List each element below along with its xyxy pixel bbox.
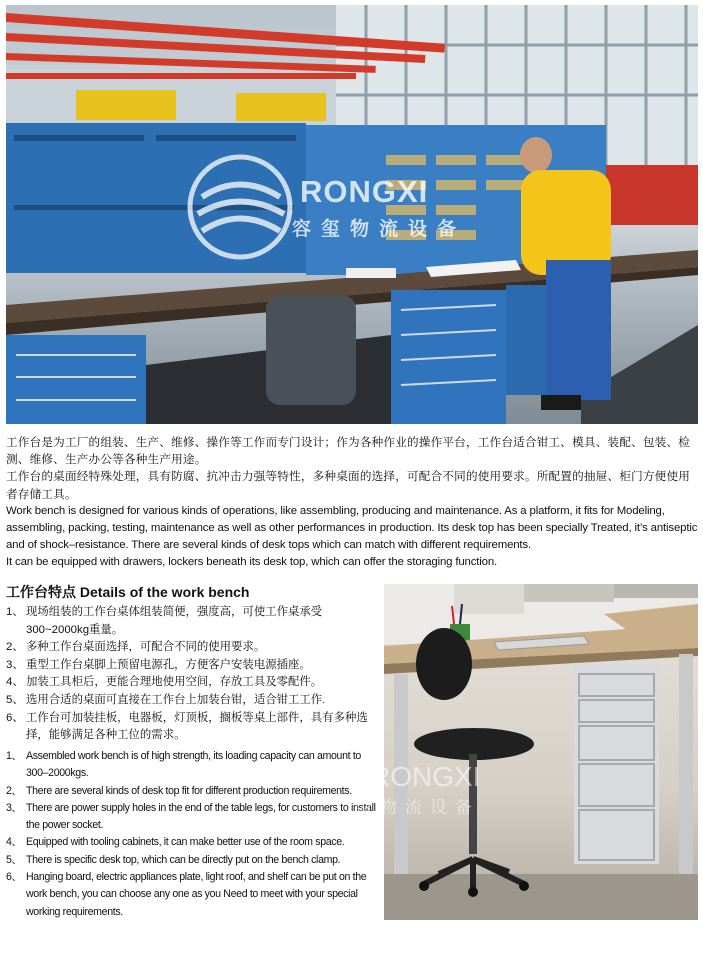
item-number: 4、 [6, 836, 22, 849]
item-text: There are power supply holes in the end of the table legs, for customers to install the power socket. [26, 801, 376, 832]
intro-en-paragraph-2: It can be equipped with drawers, lockers beneath its desk top, which can offer the storaging function. [6, 556, 498, 569]
workbench-illustration [384, 584, 698, 920]
list-item [6, 604, 376, 639]
features-zh-list [6, 604, 376, 745]
watermark-chinese-text: 玺物流设备 [355, 798, 480, 818]
item-number: 5、 [6, 693, 24, 706]
watermark-chinese-text: 容玺物流设备 [292, 218, 467, 240]
watermark-brand-text: RONGXI [370, 761, 481, 792]
item-number: 3、 [6, 658, 24, 671]
item-text: Equipped with tooling cabinets, it can make better use of the room space. [26, 836, 345, 849]
item-number: 1、 [6, 750, 22, 762]
list-item [6, 800, 378, 835]
item-number: 4、 [6, 676, 24, 689]
list-item [6, 869, 378, 921]
item-text: 重型工作台桌脚上预留电源孔，方便客户安装电源插座。 [26, 658, 311, 671]
list-item [6, 674, 376, 692]
intro-en-paragraph-1: Work bench is designed for various kinds of operations, like assembling, producing and maintenance. As a platform, it fits for Modeling, assembling, packing, testing, maintenance as well as other performances in production. Its desk top has been specially Treated, it’s antiseptic and of shock–resistance. There are several kinds of desk tops which can match with different requirements. [6, 504, 698, 552]
list-item [6, 657, 376, 675]
workshop-illustration [6, 5, 698, 424]
intro-section [6, 434, 698, 572]
list-item [6, 783, 378, 800]
workbench-chair-photo [384, 584, 698, 920]
item-number: 1、 [6, 606, 24, 618]
item-text: Assembled work bench is of high strength, its loading capacity can amount to 300–2000kgs. [26, 750, 361, 780]
item-number: 6、 [6, 711, 24, 724]
details-heading: 工作台特点 Details of the work bench [6, 584, 250, 600]
hero-workshop-photo [6, 5, 698, 424]
list-item [6, 710, 376, 745]
item-text: There is specific desk top, which can be directly put on the bench clamp. [26, 853, 341, 866]
watermark-brand-text: RONGXI [300, 174, 429, 209]
item-number: 6、 [6, 871, 22, 884]
list-item [6, 852, 378, 869]
item-number: 2、 [6, 641, 24, 654]
list-item [6, 834, 378, 851]
item-text: 多种工作台桌面选择，可配合不同的使用要求。 [26, 641, 266, 654]
item-text: 现场组装的工作台桌体组装简便，强度高，可使工作桌承受300~2000kg重量。 [26, 606, 323, 636]
features-en-list [6, 748, 378, 921]
item-number: 2、 [6, 784, 22, 797]
item-text: 加装工具柜后，更能合理地使用空间，存放工具及零配件。 [26, 676, 323, 689]
intro-zh-paragraph-1: 工作台是为工厂的组装、生产、维修、操作等工作而专门设计；作为各种作业的操作平台，工作台适合钳工、模具、装配、包装、检测、维修、生产办公等各种生产用途。 [6, 436, 691, 467]
list-item [6, 639, 376, 657]
item-text: 选用合适的桌面可直接在工作台上加装台钳，适合钳工工作. [26, 693, 326, 706]
list-item [6, 692, 376, 710]
item-text: There are several kinds of desk top fit for different production requirements. [26, 784, 352, 797]
item-text: Hanging board, electric appliances plate, light roof, and shelf can be put on the work bench, you can choose any one as you Need to meet with your special working requirements. [26, 871, 367, 918]
intro-zh-paragraph-2: 工作台的桌面经特殊处理，具有防腐、抗冲击力强等特性，多种桌面的选择，可配合不同的使用要求。所配置的抽屉、柜门方便使用者存储工具。 [6, 470, 691, 501]
list-item [6, 748, 378, 783]
item-number: 5、 [6, 853, 22, 866]
item-number: 3、 [6, 801, 22, 814]
item-text: 工作台可加装挂板，电器板，灯顶板，搁板等桌上部件，具有多种选择，能够满足各种工位的需求。 [26, 711, 368, 742]
